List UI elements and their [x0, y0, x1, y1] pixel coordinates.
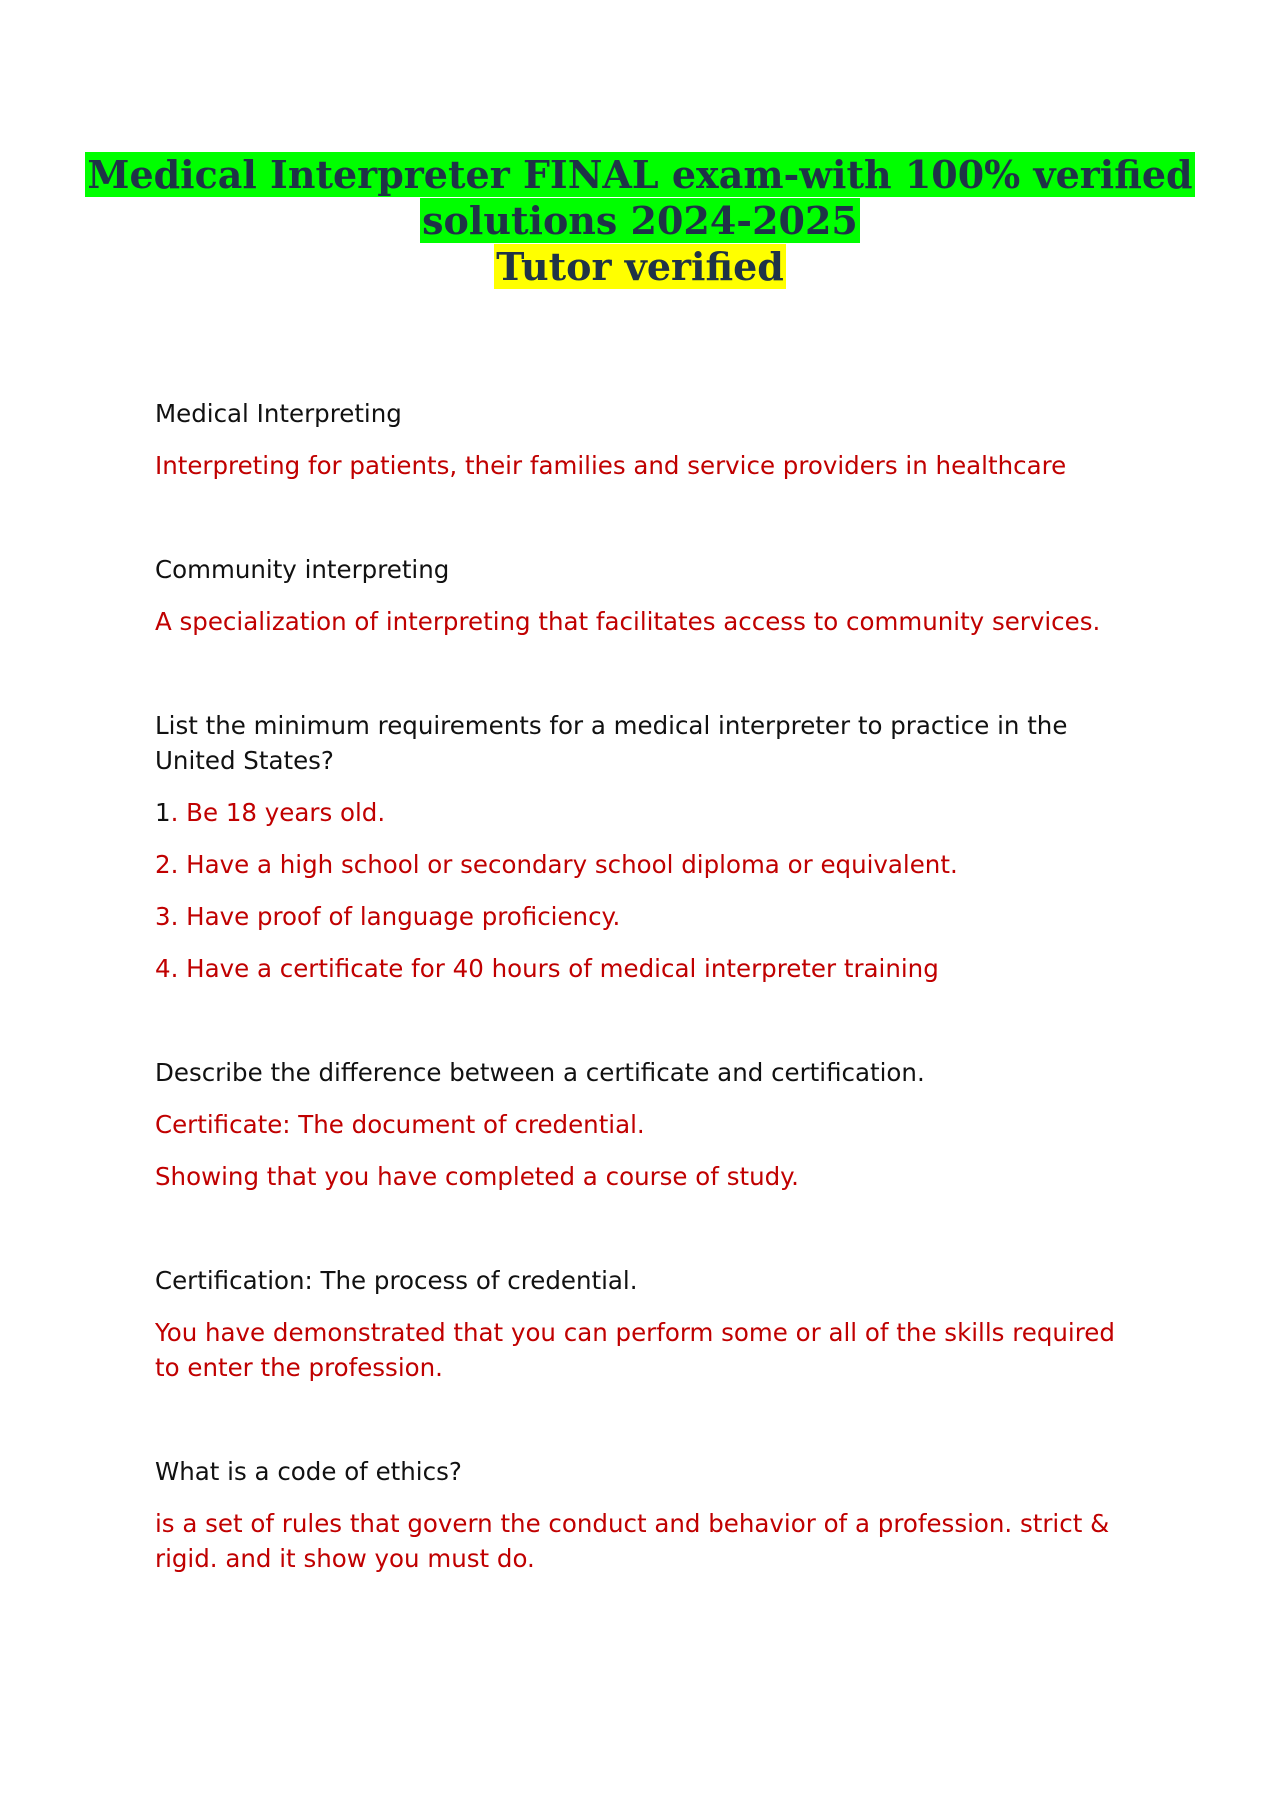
- answer-3-item-1-number: 1: [155, 798, 171, 827]
- title-line-2: solutions 2024-2025: [422, 198, 858, 243]
- question-6: What is a code of ethics?: [155, 1457, 462, 1486]
- question-4: Describe the difference between a certificate and certification.: [155, 1058, 925, 1087]
- answer-2: A specialization of interpreting that facilitates access to community services.: [155, 607, 1101, 636]
- question-2: Community interpreting: [155, 555, 450, 584]
- answer-3-item-1-text: . Be 18 years old.: [170, 798, 386, 827]
- answer-1: Interpreting for patients, their families and service providers in healthcare: [155, 451, 1067, 480]
- answer-3-item-1: [155, 795, 1135, 830]
- question-5: Certification: The process of credential.: [155, 1266, 638, 1295]
- answer-3-item-4: 4. Have a certificate for 40 hours of medical interpreter training: [155, 954, 939, 983]
- title-line-1: Medical Interpreter FINAL exam-with 100% verified: [87, 152, 1193, 197]
- document-title: [0, 152, 1280, 290]
- answer-4-line-2: Showing that you have completed a course of study.: [155, 1162, 799, 1191]
- answer-4-line-1: Certificate: The document of credential.: [155, 1110, 645, 1139]
- answer-3-item-2: 2. Have a high school or secondary school diploma or equivalent.: [155, 850, 958, 879]
- title-line-3: Tutor verified: [496, 244, 784, 289]
- question-3: List the minimum requirements for a medical interpreter to practice in the United States?: [155, 711, 1068, 775]
- question-1: Medical Interpreting: [155, 399, 402, 428]
- qa-content: [155, 396, 1135, 1576]
- answer-3-item-3: 3. Have proof of language proficiency.: [155, 902, 621, 931]
- answer-5: You have demonstrated that you can perform some or all of the skills required to enter the profession.: [155, 1318, 1115, 1382]
- answer-6: is a set of rules that govern the conduct and behavior of a profession. strict & rigid. and it show you must do.: [155, 1509, 1110, 1573]
